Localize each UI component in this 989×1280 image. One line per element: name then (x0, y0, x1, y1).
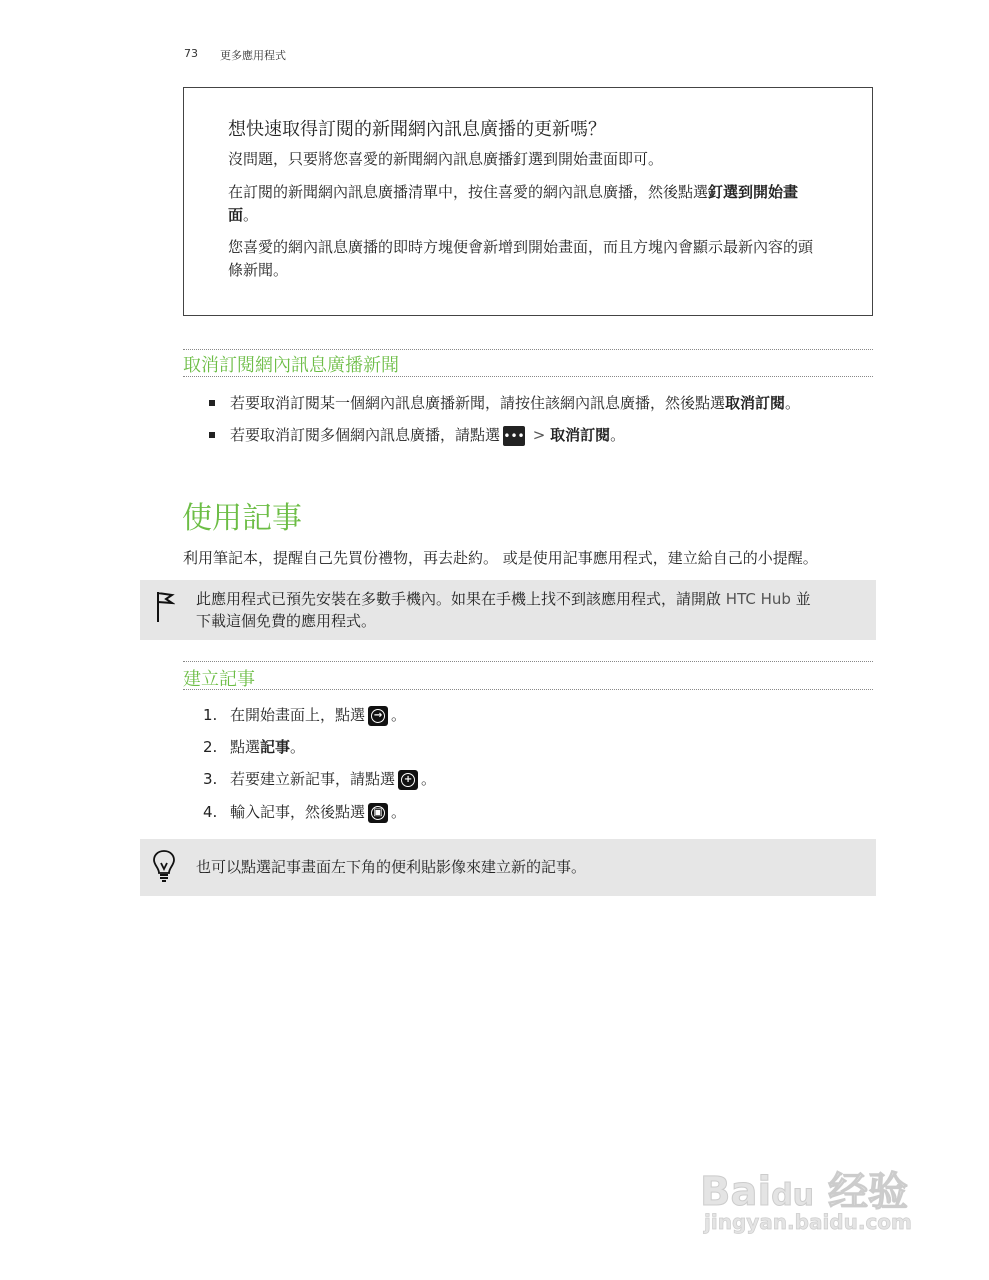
divider (183, 376, 873, 377)
text: 點選 (230, 738, 261, 756)
step-3 (203, 768, 436, 791)
flag-icon (155, 590, 175, 624)
note-line2: 下載這個免費的應用程式。 (196, 612, 377, 630)
divider (183, 661, 873, 662)
bold-text: 面 (228, 206, 244, 224)
text: 。 (243, 206, 259, 224)
tip-box-p2-cont (228, 204, 258, 227)
page-number: 73 (184, 47, 198, 60)
tip-box-p3: 您喜愛的網內訊息廣播的即時方塊便會新增到開始畫面，而且方塊內會顯示最新內容的頭 (228, 238, 814, 256)
bullet (209, 400, 215, 406)
icon-glyph: ▣ (371, 806, 385, 820)
text: 輸入記事，然後點選 (230, 803, 366, 821)
bullet (209, 432, 215, 438)
chapter-title: 更多應用程式 (220, 49, 286, 62)
text: 此應用程式已預先安裝在多數手機內。如果在手機上找不到該應用程式，請開啟 (196, 590, 722, 608)
save-icon (368, 803, 388, 823)
note-line1 (196, 588, 811, 611)
chapter-heading-notes: 使用記事 (182, 501, 302, 536)
text: 在訂閱的新聞網內訊息廣播清單中，按住喜愛的網內訊息廣播，然後點選 (228, 183, 709, 201)
separator: > (532, 426, 546, 444)
text: 若要建立新記事，請點選 (230, 770, 396, 788)
bold-text: 記事 (260, 738, 291, 756)
step-2 (203, 736, 305, 759)
bold-text: 取消訂閱 (725, 394, 786, 412)
bold-text: 釘選到開始畫 (708, 183, 799, 201)
tip-box-title: 想快速取得訂閱的新聞網內訊息廣播的更新嗎？ (228, 119, 606, 140)
text: 在開始畫面上，點選 (230, 706, 366, 724)
text: 。 (391, 803, 407, 821)
baidu-watermark-logo: Baidu 经验 jingyan.baidu.com (700, 1169, 912, 1234)
step-number: 2. (203, 738, 218, 756)
divider (183, 349, 873, 350)
more-icon: ••• (503, 426, 525, 446)
icon-glyph: + (401, 773, 415, 787)
notes-intro: 利用筆記本，提醒自己先買份禮物，再去赴約。 或是使用記事應用程式，建立給自己的小提醒。 (183, 549, 818, 567)
section-heading-create: 建立記事 (183, 669, 255, 690)
tip-text: 也可以點選記事畫面左下角的便利貼影像來建立新的記事。 (196, 858, 587, 876)
text: 。 (391, 706, 407, 724)
bullet-item (230, 424, 625, 447)
text: 。 (785, 394, 801, 412)
add-icon (398, 770, 418, 790)
text: 。 (421, 770, 437, 788)
step-4 (203, 801, 406, 824)
tip-box-p2 (228, 181, 798, 204)
watermark-url: jingyan.baidu.com (704, 1210, 912, 1234)
text: 若要取消訂閱某一個網內訊息廣播新聞，請按住該網內訊息廣播，然後點選 (230, 394, 726, 412)
text: 。 (290, 738, 306, 756)
icon-glyph: → (371, 709, 385, 723)
text: 。 (610, 426, 626, 444)
htc-hub-text: HTC Hub (725, 590, 791, 608)
text: 並 (795, 590, 811, 608)
bullet-item (230, 392, 800, 415)
lightbulb-icon (152, 849, 176, 883)
divider (183, 689, 873, 690)
bold-text: 取消訂閱 (550, 426, 611, 444)
text: 若要取消訂閱多個網內訊息廣播，請點選 (230, 426, 501, 444)
arrow-right-icon (368, 706, 388, 726)
step-number: 3. (203, 770, 218, 788)
section-heading-unsubscribe: 取消訂閱網內訊息廣播新聞 (183, 355, 399, 376)
step-number: 4. (203, 803, 218, 821)
step-1 (203, 704, 406, 727)
tip-box-p3-cont: 條新聞。 (228, 261, 289, 279)
step-number: 1. (203, 706, 218, 724)
tip-box-p1: 沒問題，只要將您喜愛的新聞網內訊息廣播釘選到開始畫面即可。 (228, 150, 664, 168)
